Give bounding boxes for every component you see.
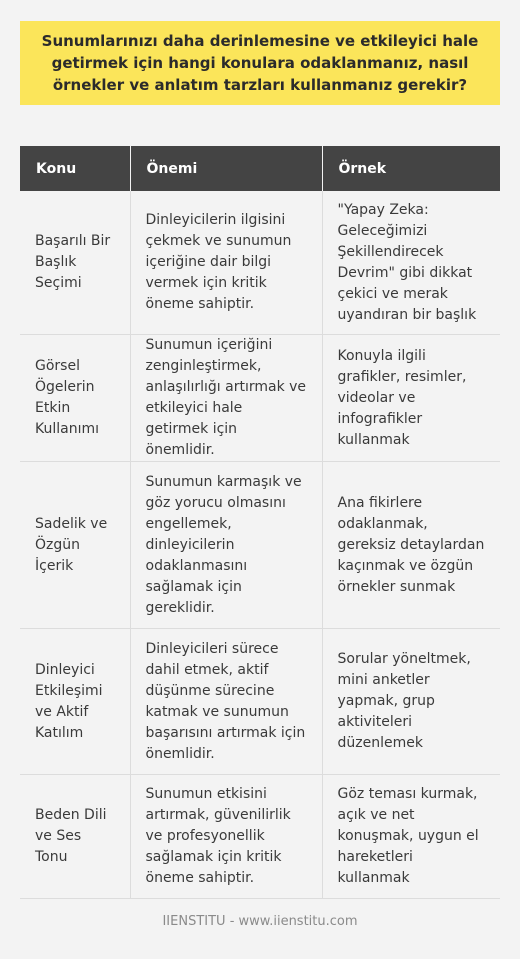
table-row [20,335,500,462]
cell-ornek: Konuyla ilgili grafikler, resimler, videolar ve infografikler kullanmak [322,335,500,462]
table-row [20,462,500,629]
table-row [20,629,500,775]
header-konu: Konu [20,146,130,191]
cell-onemi: Sunumun etkisini artırmak, güvenilirlik ve profesyonellik sağlamak için kritik öneme sahiptir. [130,775,322,899]
cell-konu: Sadelik ve Özgün İçerik [20,462,130,629]
footer-credit: IIENSTITU - www.iienstitu.com [162,914,358,929]
cell-ornek: Göz teması kurmak, açık ve net konuşmak, uygun el hareketleri kullanmak [322,775,500,899]
header-ornek: Örnek [322,146,500,191]
cell-konu: Beden Dili ve Ses Tonu [20,775,130,899]
cell-onemi: Sunumun içeriğini zenginleştirmek, anlaşılırlığı artırmak ve etkileyici hale getirmek için önemlidir. [130,335,322,462]
header-onemi: Önemi [130,146,322,191]
cell-konu: Başarılı Bir Başlık Seçimi [20,191,130,335]
cell-ornek: Sorular yöneltmek, mini anketler yapmak, grup aktiviteleri düzenlemek [322,629,500,775]
cell-onemi: Dinleyicilerin ilgisini çekmek ve sunumun içeriğine dair bilgi vermek için kritik öneme sahiptir. [130,191,322,335]
banner-title: Sunumlarınızı daha derinlemesine ve etkileyici hale getirmek için hangi konulara odaklanmanız, nasıl örnekler ve anlatım tarzları kullanmanız gerekir? [41,32,479,94]
cell-konu: Görsel Ögelerin Etkin Kullanımı [20,335,130,462]
cell-onemi: Sunumun karmaşık ve göz yorucu olmasını engellemek, dinleyicilerin odaklanmasını sağlamak için gereklidir. [130,462,322,629]
table-header-row [20,146,500,191]
cell-ornek: Ana fikirlere odaklanmak, gereksiz detaylardan kaçınmak ve özgün örnekler sunmak [322,462,500,629]
table-row [20,191,500,335]
cell-ornek: "Yapay Zeka: Geleceğimizi Şekillendirecek Devrim" gibi dikkat çekici ve merak uyandıran bir başlık [322,191,500,335]
cell-konu: Dinleyici Etkileşimi ve Aktif Katılım [20,629,130,775]
content-table [20,146,500,899]
title-banner [20,21,500,105]
table-row [20,775,500,899]
cell-onemi: Dinleyicileri sürece dahil etmek, aktif düşünme sürecine katmak ve sunumun başarısını artırmak için önemlidir. [130,629,322,775]
